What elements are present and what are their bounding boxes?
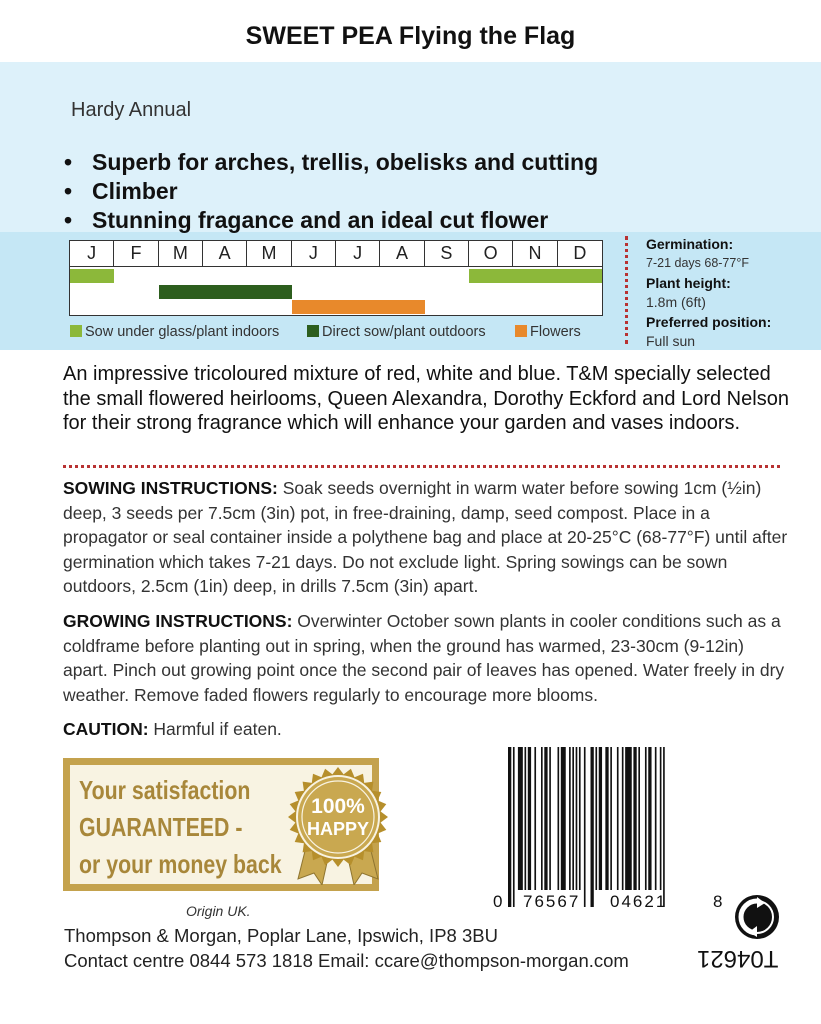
calendar-month: M <box>159 241 203 266</box>
rosette-seal-icon <box>278 757 398 885</box>
growing-info <box>646 235 771 350</box>
origin-note: Origin UK. <box>186 903 251 919</box>
sowing-instructions <box>63 476 791 599</box>
guarantee-line-3: or your money back <box>79 849 282 879</box>
height-label: Plant height: <box>646 275 731 291</box>
barcode-bar <box>572 747 574 890</box>
barcode-bar <box>625 747 632 890</box>
growing-text: Overwinter October sown plants in cooler conditions such as a coldframe before planting out in spring, when the ground has warmed, 23-30cm (9-12in) apart. Pinch out growing point once the second pair of leaves has opened. Water freely in dry weather. Remove faded flowers regularly to encourage more blooms. <box>63 611 785 705</box>
growing-instructions <box>63 609 791 707</box>
legend-swatch <box>70 325 82 337</box>
calendar-month: J <box>336 241 380 266</box>
barcode-bar <box>549 747 551 890</box>
growing-label: GROWING INSTRUCTIONS: <box>63 611 293 631</box>
position-label: Preferred position: <box>646 314 772 330</box>
position-value: Full sun <box>646 332 696 349</box>
barcode-bar <box>648 747 651 890</box>
calendar-month: A <box>380 241 424 266</box>
germination-value: 7-21 days 68-77°F <box>646 255 749 270</box>
barcode-bar <box>617 747 619 890</box>
caution-text: Harmful if eaten. <box>148 719 282 739</box>
legend-item-sow-outdoors <box>307 324 486 340</box>
barcode-bar <box>591 747 594 907</box>
legend-item-flowers <box>515 324 581 340</box>
legend-item-sow-indoors <box>70 324 279 340</box>
barcode-bar <box>541 747 543 890</box>
feature-item: • Stunning fragance and an ideal cut flower <box>62 206 598 235</box>
seal-happy: HAPPY <box>306 819 370 839</box>
barcode-bar <box>525 747 527 890</box>
barcode-digit-lead: 0 <box>493 892 503 911</box>
barcode-bar <box>660 747 662 890</box>
calendar-bar <box>469 269 602 283</box>
company-address: Thompson & Morgan, Poplar Lane, Ipswich, IP8 3BU <box>64 925 498 946</box>
barcode-bar <box>508 747 511 907</box>
product-code: T04621 <box>697 945 779 972</box>
legend-label: Direct sow/plant outdoors <box>322 324 486 340</box>
barcode-bar <box>622 747 624 890</box>
sowing-text: Soak seeds overnight in warm water before sowing 1cm (½in) deep, 3 seeds per 7.5cm (3in) pot, in free-draining, damp, seed compost. Place in a propagator or seal container inside a polythene bag and place at 20-25°C (68-77°F) until after germination which takes 7-21 days. Do not exclude light. Spring sowings can be sown outdoors, 2.5cm (1in) deep, in drills 7.5cm (3in) apart. <box>63 478 788 596</box>
calendar-bar <box>292 300 425 314</box>
legend-swatch <box>307 325 319 337</box>
barcode-bar <box>513 747 515 907</box>
barcode-bar <box>655 747 657 890</box>
calendar-month: A <box>203 241 247 266</box>
barcode-digit-trail: 8 <box>713 892 723 911</box>
sowing-calendar <box>69 240 603 316</box>
germination-label: Germination: <box>646 236 734 252</box>
barcode-bar <box>561 747 566 890</box>
legend-label: Flowers <box>530 324 581 340</box>
barcode-bar <box>576 747 578 890</box>
barcode-bar <box>558 747 560 890</box>
caution-label: CAUTION: <box>63 719 149 739</box>
feature-item: • Superb for arches, trellis, obelisks and cutting <box>62 148 598 177</box>
legend-swatch <box>515 325 527 337</box>
barcode-bar <box>534 747 536 890</box>
calendar-bar <box>159 285 292 299</box>
barcode-digits-right: 04621 <box>610 892 668 911</box>
guarantee-line-2: GUARANTEED - <box>79 812 243 842</box>
barcode-bar <box>605 747 608 890</box>
barcode-bar <box>638 747 640 890</box>
calendar-month: O <box>469 241 513 266</box>
calendar-month: J <box>70 241 114 266</box>
barcode-bar <box>544 747 547 890</box>
caution-note <box>63 717 791 742</box>
sowing-label: SOWING INSTRUCTIONS: <box>63 478 278 498</box>
barcode-bar <box>579 747 581 890</box>
calendar-month: M <box>247 241 291 266</box>
feature-list <box>62 148 598 235</box>
barcode-bar <box>528 747 531 890</box>
green-dot-recycle-icon <box>734 894 780 940</box>
barcode-bar <box>584 747 586 907</box>
product-description: An impressive tricoloured mixture of red, white and blue. T&M specially selected the small flowered heirlooms, Queen Alexandra, Dorothy Eckford and Lord Nelson for their strong fragrance which will enhance your garden and vases indoors. <box>63 363 789 434</box>
calendar-month: N <box>513 241 557 266</box>
barcode-digits-left: 76567 <box>523 892 581 911</box>
legend-label: Sow under glass/plant indoors <box>85 324 280 340</box>
calendar-month: S <box>425 241 469 266</box>
barcode-bar <box>518 747 523 890</box>
dotted-divider-horizontal <box>63 465 780 468</box>
barcode-bar <box>663 747 665 907</box>
contact-details: Contact centre 0844 573 1818 Email: ccare@thompson-morgan.com <box>64 950 629 971</box>
barcode-bars <box>508 747 713 907</box>
plant-category: Hardy Annual <box>71 99 192 121</box>
guarantee-line-1: Your satisfaction <box>79 775 251 805</box>
barcode-bar <box>569 747 571 890</box>
seal-percent: 100% <box>311 795 365 818</box>
barcode-bar <box>599 747 602 890</box>
barcode-bar <box>610 747 612 890</box>
dotted-divider-vertical <box>625 236 628 344</box>
calendar-month: D <box>573 243 587 263</box>
feature-item: • Climber <box>62 177 598 206</box>
calendar-divider <box>70 266 602 267</box>
calendar-month: J <box>292 241 336 266</box>
calendar-month: F <box>114 241 158 266</box>
barcode-bar <box>645 747 647 890</box>
calendar-bar <box>70 269 114 283</box>
barcode-bar <box>633 747 636 890</box>
barcode-bar <box>595 747 597 890</box>
product-title: SWEET PEA Flying the Flag <box>245 22 576 50</box>
height-value: 1.8m (6ft) <box>646 293 706 310</box>
